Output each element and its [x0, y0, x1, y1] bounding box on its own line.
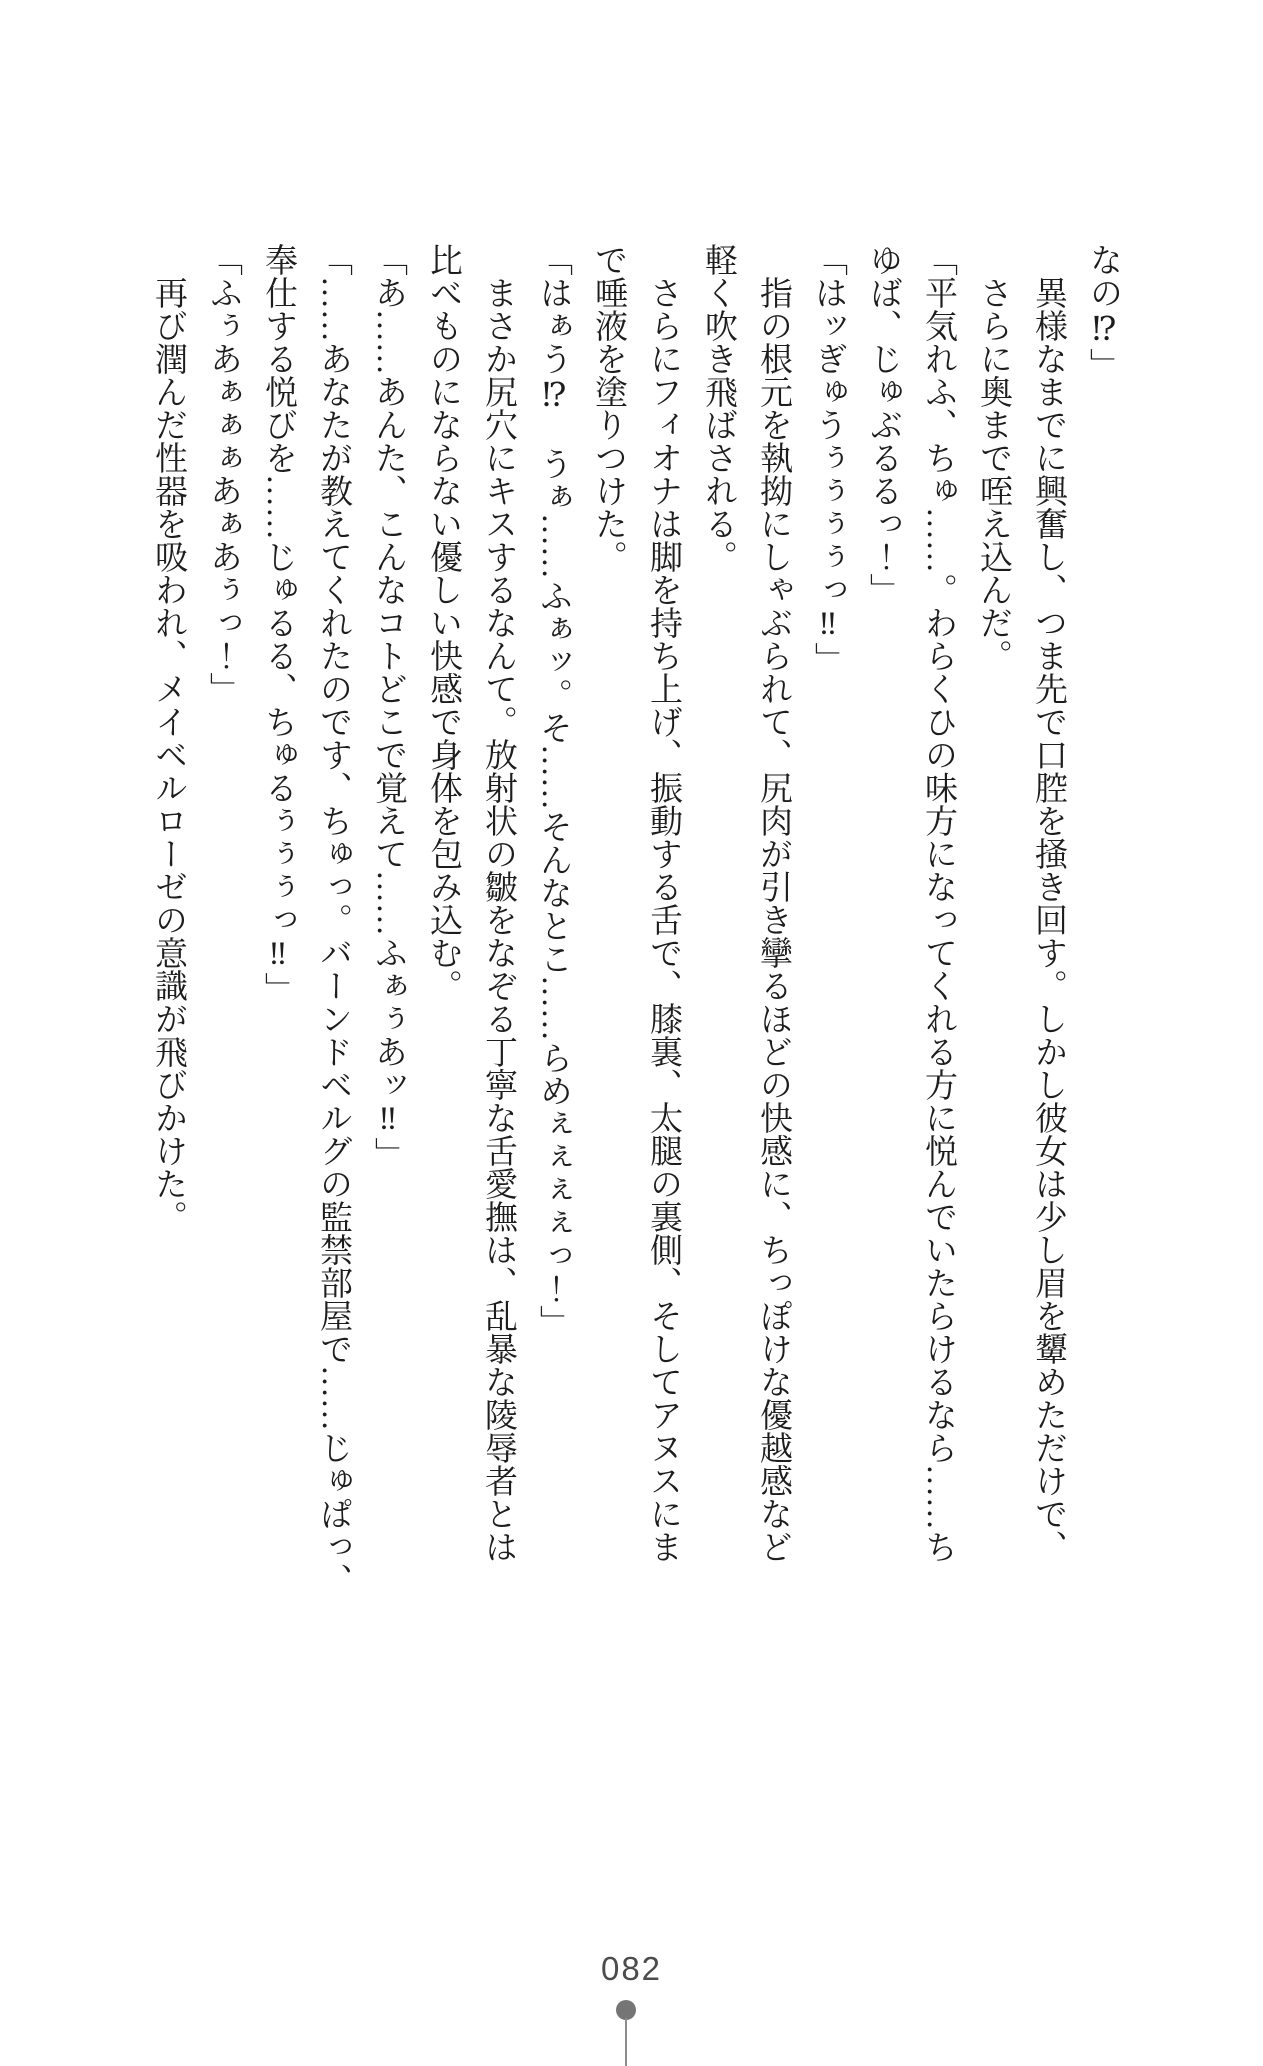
text-line: 異様なまでに興奮し、つま先で口腔を掻き回す。しかし彼女は少し眉を顰めただけで、: [1030, 243, 1066, 1563]
text-line: 指の根元を執拗にしゃぶられて、尻肉が引き攣るほどの快感に、ちっぽけな優越感など: [755, 243, 791, 1563]
page-number: 082: [600, 1950, 663, 1987]
text-line: ゆば、じゅぶるるっ！」: [865, 243, 901, 606]
text-line: 「はッぎゅうぅぅぅぅっ‼」: [810, 243, 846, 675]
text-line: さらにフィオナは脚を持ち上げ、振動する舌で、膝裏、太腿の裏側、そしてアヌスにま: [645, 243, 681, 1563]
text-line: 「はぁう⁉ うぁ……ふぁッ。そ……そんなとこ……らめぇぇぇぇっ！」: [535, 243, 571, 1338]
page-text-block: [140, 243, 1130, 1643]
text-line: で唾液を塗りつけた。: [590, 243, 626, 573]
text-line: さらに奥まで咥え込んだ。: [975, 243, 1011, 672]
text-line: 「あ……あんた、こんなコトどこで覚えて……ふぁぅあッ‼」: [370, 243, 406, 1170]
text-line: まさか尻穴にキスするなんて。放射状の皺をなぞる丁寧な舌愛撫は、乱暴な陵辱者とは: [480, 243, 516, 1563]
footer-dot-icon: [616, 2000, 636, 2020]
text-line: 軽く吹き飛ばされる。: [700, 243, 736, 573]
text-line: 比べものにならない優しい快感で身体を包み込む。: [425, 243, 461, 1002]
text-line: 「……あなたが教えてくれたのです、ちゅっ。バーンドベルグの監禁部屋で……じゅぱっ、: [315, 243, 351, 1596]
text-line: 「ふぅあぁぁぁあぁあぅっ！」: [205, 243, 241, 705]
text-line: 奉仕する悦びを……じゅるる、ちゅるぅぅぅっ‼」: [260, 243, 296, 1005]
footer-stem-line: [625, 2018, 627, 2066]
text-line: なの⁉」: [1085, 243, 1121, 381]
text-line: 再び潤んだ性器を吸われ、メイベルローゼの意識が飛びかけた。: [150, 243, 186, 1233]
text-line: 「平気れふ、ちゅ……。わらくひの味方になってくれる方に悦んでいたらけるなら……ち: [920, 243, 956, 1563]
